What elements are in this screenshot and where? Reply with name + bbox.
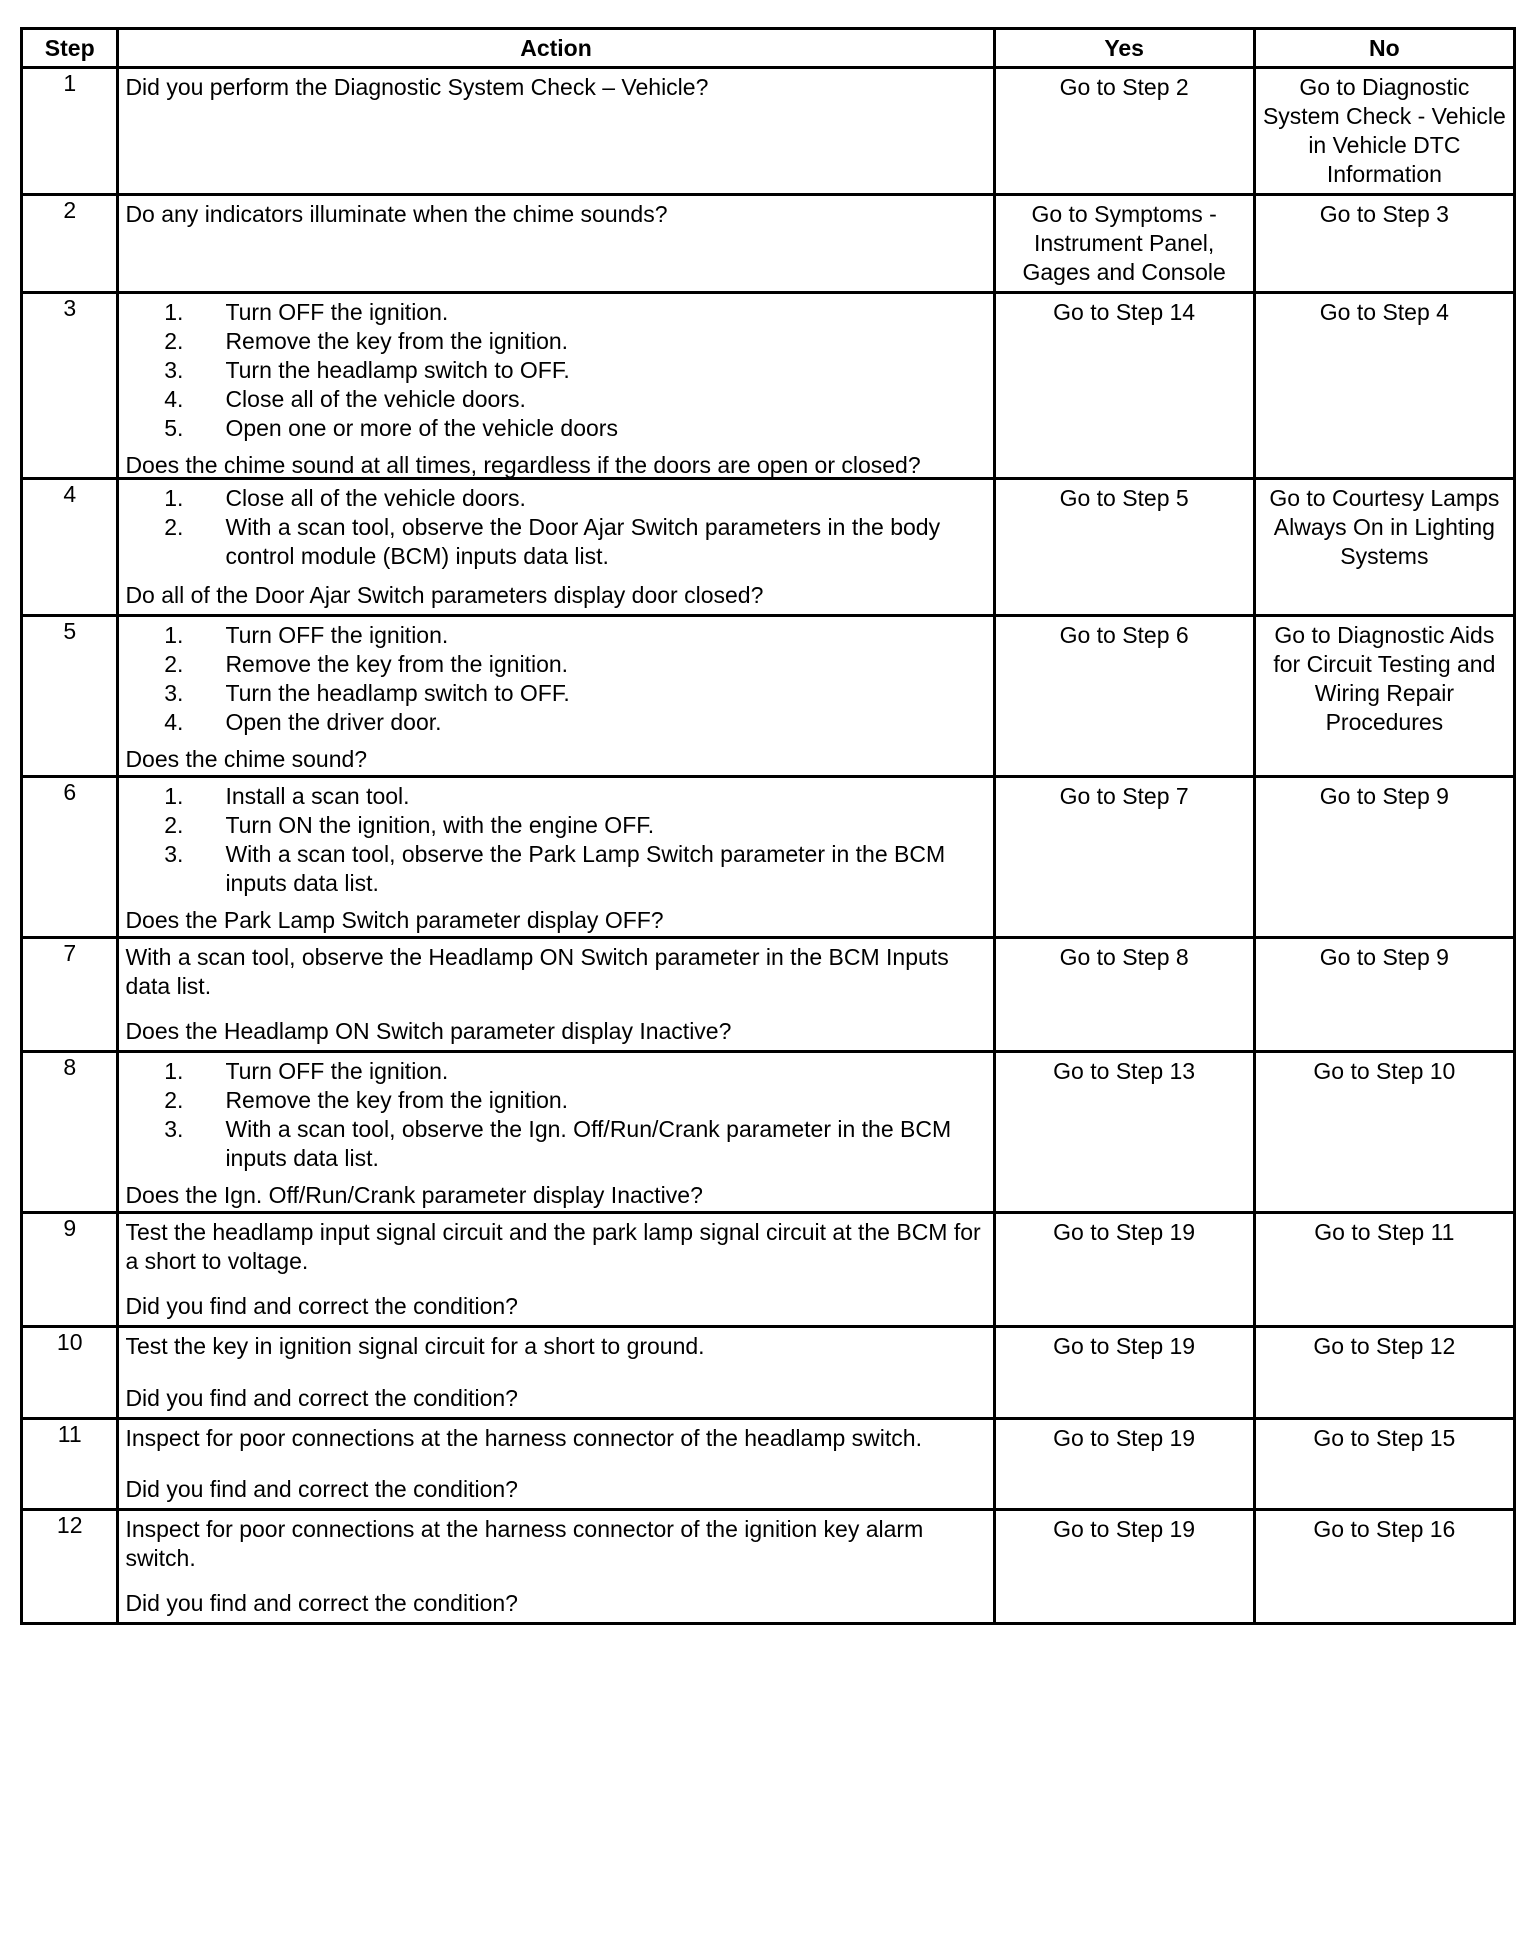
action-cell	[118, 777, 994, 938]
list-item	[125, 414, 986, 443]
list-item	[125, 811, 986, 840]
action-intro: Did you perform the Diagnostic System Check – Vehicle?	[125, 74, 709, 100]
action-steps-list	[125, 782, 986, 898]
list-item	[125, 782, 986, 811]
action-intro: With a scan tool, observe the Headlamp ON Switch parameter in the BCM Inputs data list.	[125, 944, 949, 999]
no-outcome: Go to Step 4	[1254, 293, 1514, 479]
yes-outcome: Go to Step 19	[994, 1419, 1254, 1510]
yes-outcome: Go to Step 8	[994, 938, 1254, 1052]
list-item-text: Turn the headlamp switch to OFF.	[225, 680, 570, 706]
list-item-number: 3.	[164, 841, 184, 867]
no-outcome: Go to Step 15	[1254, 1419, 1514, 1510]
no-outcome: Go to Diagnostic System Check - Vehicle in Vehicle DTC Information	[1254, 68, 1514, 195]
header-row	[22, 29, 1515, 68]
list-item-number: 3.	[164, 1116, 184, 1142]
list-item-text: Close all of the vehicle doors.	[225, 485, 526, 511]
list-item	[125, 356, 986, 385]
list-item	[125, 621, 986, 650]
list-item-text: Turn OFF the ignition.	[225, 622, 449, 648]
header-no: No	[1254, 29, 1514, 68]
list-item-text: Install a scan tool.	[225, 783, 410, 809]
step-number: 12	[22, 1510, 118, 1624]
yes-outcome: Go to Step 19	[994, 1510, 1254, 1624]
list-item-number: 3.	[164, 680, 184, 706]
list-item	[125, 513, 986, 571]
list-item-number: 1.	[164, 783, 184, 809]
list-item	[125, 708, 986, 737]
action-question: Did you find and correct the condition?	[125, 1476, 518, 1502]
step-number: 1	[22, 68, 118, 195]
table-row	[22, 616, 1515, 777]
list-item-text: Turn ON the ignition, with the engine OFF.	[225, 812, 655, 838]
list-item	[125, 1115, 986, 1173]
list-item-number: 2.	[164, 1087, 184, 1113]
header-action: Action	[118, 29, 994, 68]
list-item-number: 3.	[164, 357, 184, 383]
action-cell	[118, 293, 994, 479]
action-question: Did you find and correct the condition?	[125, 1590, 518, 1616]
action-cell	[118, 1052, 994, 1213]
table-row	[22, 293, 1515, 479]
yes-outcome: Go to Step 19	[994, 1327, 1254, 1419]
action-question: Does the chime sound?	[125, 746, 368, 772]
yes-outcome: Go to Step 6	[994, 616, 1254, 777]
step-number: 11	[22, 1419, 118, 1510]
list-item	[125, 1057, 986, 1086]
list-item-text: Turn OFF the ignition.	[225, 299, 449, 325]
list-item-text: Open one or more of the vehicle doors	[225, 415, 618, 441]
no-outcome: Go to Courtesy Lamps Always On in Lighting Systems	[1254, 479, 1514, 616]
list-item	[125, 840, 986, 898]
list-item	[125, 385, 986, 414]
list-item	[125, 327, 986, 356]
diagnostic-table	[20, 27, 1516, 1625]
step-number: 9	[22, 1213, 118, 1327]
step-number: 8	[22, 1052, 118, 1213]
step-number: 2	[22, 195, 118, 293]
action-question: Does the Ign. Off/Run/Crank parameter display Inactive?	[125, 1182, 703, 1208]
table-row	[22, 479, 1515, 616]
table-row	[22, 777, 1515, 938]
yes-outcome: Go to Step 13	[994, 1052, 1254, 1213]
list-item-text: Open the driver door.	[225, 709, 442, 735]
action-cell	[118, 616, 994, 777]
action-cell	[118, 1510, 994, 1624]
list-item-text: With a scan tool, observe the Ign. Off/Run/Crank parameter in the BCM inputs data list.	[225, 1116, 952, 1171]
action-steps-list	[125, 621, 986, 737]
yes-outcome: Go to Symptoms - Instrument Panel, Gages and Console	[994, 195, 1254, 293]
yes-outcome: Go to Step 14	[994, 293, 1254, 479]
action-steps-list	[125, 1057, 986, 1173]
action-intro: Test the headlamp input signal circuit and the park lamp signal circuit at the BCM for a short to voltage.	[125, 1219, 981, 1274]
action-cell	[118, 195, 994, 293]
action-question: Does the Headlamp ON Switch parameter display Inactive?	[125, 1018, 732, 1044]
list-item-number: 5.	[164, 415, 184, 441]
table-body	[22, 68, 1515, 1624]
action-question: Do all of the Door Ajar Switch parameters display door closed?	[125, 582, 764, 608]
no-outcome: Go to Step 16	[1254, 1510, 1514, 1624]
list-item-number: 1.	[164, 622, 184, 648]
action-intro: Inspect for poor connections at the harness connector of the ignition key alarm switch.	[125, 1516, 924, 1571]
action-cell	[118, 1327, 994, 1419]
list-item-number: 4.	[164, 709, 184, 735]
list-item	[125, 650, 986, 679]
yes-outcome: Go to Step 2	[994, 68, 1254, 195]
action-cell	[118, 479, 994, 616]
list-item-number: 1.	[164, 485, 184, 511]
table-row	[22, 1327, 1515, 1419]
action-intro: Test the key in ignition signal circuit for a short to ground.	[125, 1333, 705, 1359]
step-number: 5	[22, 616, 118, 777]
action-question: Does the Park Lamp Switch parameter display OFF?	[125, 907, 664, 933]
action-cell	[118, 68, 994, 195]
no-outcome: Go to Step 10	[1254, 1052, 1514, 1213]
list-item	[125, 679, 986, 708]
table-row	[22, 1052, 1515, 1213]
step-number: 3	[22, 293, 118, 479]
no-outcome: Go to Step 9	[1254, 777, 1514, 938]
list-item	[125, 298, 986, 327]
action-question: Did you find and correct the condition?	[125, 1293, 518, 1319]
no-outcome: Go to Step 9	[1254, 938, 1514, 1052]
no-outcome: Go to Diagnostic Aids for Circuit Testing and Wiring Repair Procedures	[1254, 616, 1514, 777]
action-intro: Inspect for poor connections at the harness connector of the headlamp switch.	[125, 1425, 922, 1451]
no-outcome: Go to Step 3	[1254, 195, 1514, 293]
table-row	[22, 1419, 1515, 1510]
table-row	[22, 68, 1515, 195]
action-question: Does the chime sound at all times, regardless if the doors are open or closed?	[125, 452, 921, 478]
yes-outcome: Go to Step 7	[994, 777, 1254, 938]
step-number: 4	[22, 479, 118, 616]
step-number: 6	[22, 777, 118, 938]
list-item-text: Close all of the vehicle doors.	[225, 386, 526, 412]
header-step: Step	[22, 29, 118, 68]
list-item	[125, 1086, 986, 1115]
action-steps-list	[125, 298, 986, 443]
list-item-number: 2.	[164, 812, 184, 838]
list-item-text: Turn OFF the ignition.	[225, 1058, 449, 1084]
list-item-text: With a scan tool, observe the Park Lamp Switch parameter in the BCM inputs data list.	[225, 841, 946, 896]
action-cell	[118, 1213, 994, 1327]
action-cell	[118, 938, 994, 1052]
list-item-number: 1.	[164, 299, 184, 325]
list-item-number: 2.	[164, 651, 184, 677]
list-item-number: 2.	[164, 328, 184, 354]
action-question: Did you find and correct the condition?	[125, 1385, 518, 1411]
list-item-number: 4.	[164, 386, 184, 412]
action-intro: Do any indicators illuminate when the chime sounds?	[125, 201, 668, 227]
header-yes: Yes	[994, 29, 1254, 68]
table-row	[22, 195, 1515, 293]
action-steps-list	[125, 484, 986, 571]
step-number: 7	[22, 938, 118, 1052]
table-row	[22, 938, 1515, 1052]
list-item-text: Turn the headlamp switch to OFF.	[225, 357, 570, 383]
list-item-number: 1.	[164, 1058, 184, 1084]
action-cell	[118, 1419, 994, 1510]
list-item-number: 2.	[164, 514, 184, 540]
list-item	[125, 484, 986, 513]
yes-outcome: Go to Step 19	[994, 1213, 1254, 1327]
table-row	[22, 1510, 1515, 1624]
list-item-text: Remove the key from the ignition.	[225, 651, 569, 677]
step-number: 10	[22, 1327, 118, 1419]
yes-outcome: Go to Step 5	[994, 479, 1254, 616]
no-outcome: Go to Step 11	[1254, 1213, 1514, 1327]
list-item-text: With a scan tool, observe the Door Ajar Switch parameters in the body control module (BCM) inputs data list.	[225, 514, 941, 569]
list-item-text: Remove the key from the ignition.	[225, 328, 569, 354]
no-outcome: Go to Step 12	[1254, 1327, 1514, 1419]
list-item-text: Remove the key from the ignition.	[225, 1087, 569, 1113]
table-row	[22, 1213, 1515, 1327]
